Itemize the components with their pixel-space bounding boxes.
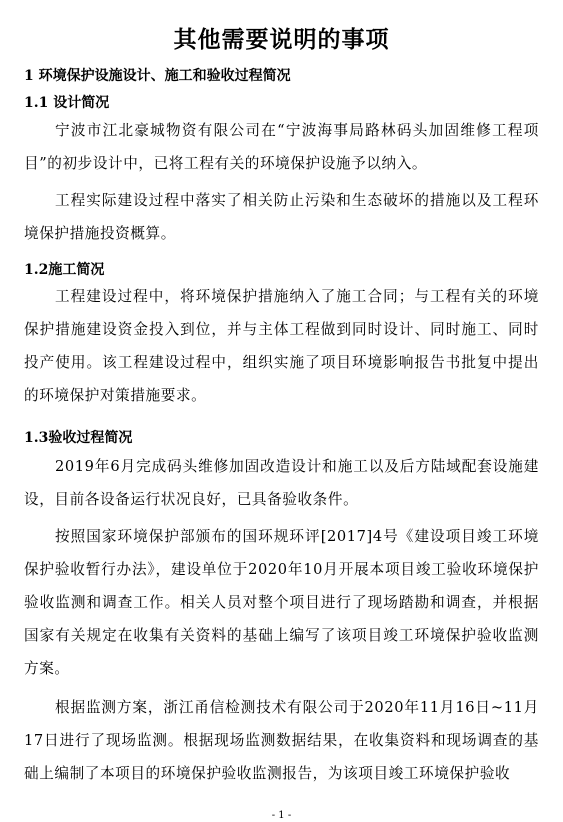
- section-1-3-heading: 1.3验收过程简况: [24, 430, 133, 446]
- section-1-1-paragraph-2: 工程实际建设过程中落实了相关防止污染和生态破坏的措施以及工程环境保护措施投资概算。: [24, 192, 539, 242]
- section-1-3-paragraph-1: 2019年6月完成码头维修加固改造设计和施工以及后方陆域配套设施建设，目前各设备运行状况良好，已具备验收条件。: [24, 458, 539, 508]
- page-title: 其他需要说明的事项: [173, 26, 390, 53]
- section-1-1-heading: 1.1 设计简况: [24, 95, 110, 111]
- section-1-2-paragraph-1: 工程建设过程中，将环境保护措施纳入了施工合同；与工程有关的环境保护措施建设资金投入到位，并与主体工程做到同时设计、同时施工、同时投产使用。该工程建设过程中，组织实施了项目环境影响报告书批复中提出的环境保护对策措施要求。: [24, 288, 539, 404]
- section-1-heading: 1 环境保护设施设计、施工和验收过程简况: [24, 68, 291, 84]
- section-1-1-paragraph-1: 宁波市江北豪城物资有限公司在“宁波海事局路林码头加固维修工程项目”的初步设计中，已将工程有关的环境保护设施予以纳入。: [24, 122, 539, 172]
- section-1-2-heading: 1.2施工简况: [24, 262, 105, 278]
- section-1-3-paragraph-3: 根据监测方案，浙江甬信检测技术有限公司于2020年11月16日~11月17日进行了现场监测。根据现场监测数据结果，在收集资料和现场调查的基础上编制了本项目的环境保护验收监测报告，为该项目竣工环境保护验收: [24, 699, 539, 782]
- page-number: - 1 -: [271, 810, 292, 821]
- section-1-3-paragraph-2: 按照国家环境保护部颁布的国环规环评[2017]4号《建设项目竣工环境保护验收暂行办法》，建设单位于2020年10月开展本项目竣工验收环境保护验收监测和调查工作。相关人员对整个项目进行了现场踏勘和调查，并根据国家有关规定在收集有关资料的基础上编写了该项目竣工环境保护验收监测方案。: [24, 528, 539, 677]
